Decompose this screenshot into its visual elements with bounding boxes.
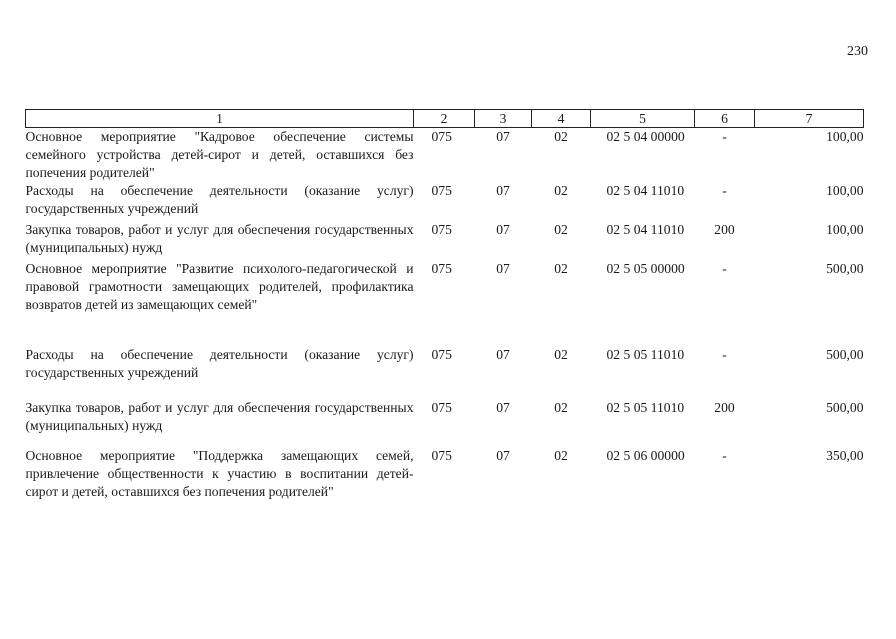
row-amount: 500,00 bbox=[826, 347, 864, 362]
header-row bbox=[26, 110, 864, 128]
table-row bbox=[26, 260, 864, 346]
row-amount: 350,00 bbox=[826, 448, 864, 463]
row-code-target: 02 5 04 00000 bbox=[606, 129, 685, 144]
row-code-subsection: 02 bbox=[554, 222, 568, 237]
row-code-section: 07 bbox=[496, 400, 510, 415]
row-code-subsection: 02 bbox=[554, 129, 568, 144]
row-amount: 500,00 bbox=[826, 261, 864, 276]
row-code-expense-type: - bbox=[722, 261, 727, 276]
row-code-section: 07 bbox=[496, 222, 510, 237]
row-code-expense-type: 200 bbox=[714, 222, 735, 237]
row-code-subsection: 02 bbox=[554, 400, 568, 415]
row-code-ministry: 075 bbox=[431, 448, 452, 463]
row-amount: 500,00 bbox=[826, 400, 864, 415]
row-amount: 100,00 bbox=[826, 183, 864, 198]
header-col-2: 2 bbox=[414, 110, 475, 128]
row-amount: 100,00 bbox=[826, 129, 864, 144]
row-code-target: 02 5 04 11010 bbox=[606, 183, 685, 198]
row-description: Основное мероприятие "Развитие психолого-педагогической и правовой грамотности замещающих родителей, профилактика возвратов детей из замещающих семей" bbox=[25, 261, 414, 312]
row-code-section: 07 bbox=[496, 347, 510, 362]
header-col-4: 4 bbox=[532, 110, 591, 128]
header-col-3: 3 bbox=[475, 110, 532, 128]
row-code-expense-type: - bbox=[722, 183, 727, 198]
row-code-subsection: 02 bbox=[554, 261, 568, 276]
table-row bbox=[26, 128, 864, 183]
row-code-section: 07 bbox=[496, 183, 510, 198]
row-code-ministry: 075 bbox=[431, 183, 452, 198]
header-col-7: 7 bbox=[755, 110, 864, 128]
row-code-target: 02 5 05 11010 bbox=[606, 347, 685, 362]
row-code-target: 02 5 05 11010 bbox=[606, 400, 685, 415]
table-header bbox=[26, 110, 864, 128]
page-number: 230 bbox=[847, 44, 868, 59]
row-code-section: 07 bbox=[496, 448, 510, 463]
table-row bbox=[26, 447, 864, 521]
row-code-subsection: 02 bbox=[554, 183, 568, 198]
row-description: Закупка товаров, работ и услуг для обеспечения государственных (муниципальных) нужд bbox=[25, 222, 414, 255]
row-code-ministry: 075 bbox=[431, 129, 452, 144]
row-code-ministry: 075 bbox=[431, 222, 452, 237]
row-code-expense-type: 200 bbox=[714, 400, 735, 415]
row-code-ministry: 075 bbox=[431, 261, 452, 276]
table-row bbox=[26, 182, 864, 221]
row-code-expense-type: - bbox=[722, 129, 727, 144]
row-code-ministry: 075 bbox=[431, 400, 452, 415]
row-code-ministry: 075 bbox=[431, 347, 452, 362]
row-code-subsection: 02 bbox=[554, 448, 568, 463]
row-description: Основное мероприятие "Кадровое обеспечение системы семейного устройства детей-сирот и детей, оставшихся без попечения родителей" bbox=[25, 129, 414, 180]
header-col-1: 1 bbox=[26, 110, 414, 128]
header-col-5: 5 bbox=[591, 110, 695, 128]
row-code-target: 02 5 04 11010 bbox=[606, 222, 685, 237]
row-description: Расходы на обеспечение деятельности (оказание услуг) государственных учреждений bbox=[25, 347, 414, 380]
row-description: Закупка товаров, работ и услуг для обеспечения государственных (муниципальных) нужд bbox=[25, 400, 414, 433]
row-code-expense-type: - bbox=[722, 347, 727, 362]
table-row bbox=[26, 221, 864, 260]
row-code-expense-type: - bbox=[722, 448, 727, 463]
row-amount: 100,00 bbox=[826, 222, 864, 237]
row-code-section: 07 bbox=[496, 261, 510, 276]
row-description: Расходы на обеспечение деятельности (оказание услуг) государственных учреждений bbox=[25, 183, 414, 216]
row-code-section: 07 bbox=[496, 129, 510, 144]
row-code-target: 02 5 06 00000 bbox=[606, 448, 685, 463]
row-code-subsection: 02 bbox=[554, 347, 568, 362]
row-description: Основное мероприятие "Поддержка замещающих семей, привлечение общественности к участию в воспитании детей-сирот и детей, оставшихся без попечения родителей" bbox=[25, 448, 414, 499]
table-row bbox=[26, 346, 864, 399]
row-code-target: 02 5 05 00000 bbox=[606, 261, 685, 276]
header-col-6: 6 bbox=[695, 110, 755, 128]
table-row bbox=[26, 399, 864, 447]
table-body bbox=[26, 128, 864, 522]
budget-table bbox=[25, 109, 864, 521]
